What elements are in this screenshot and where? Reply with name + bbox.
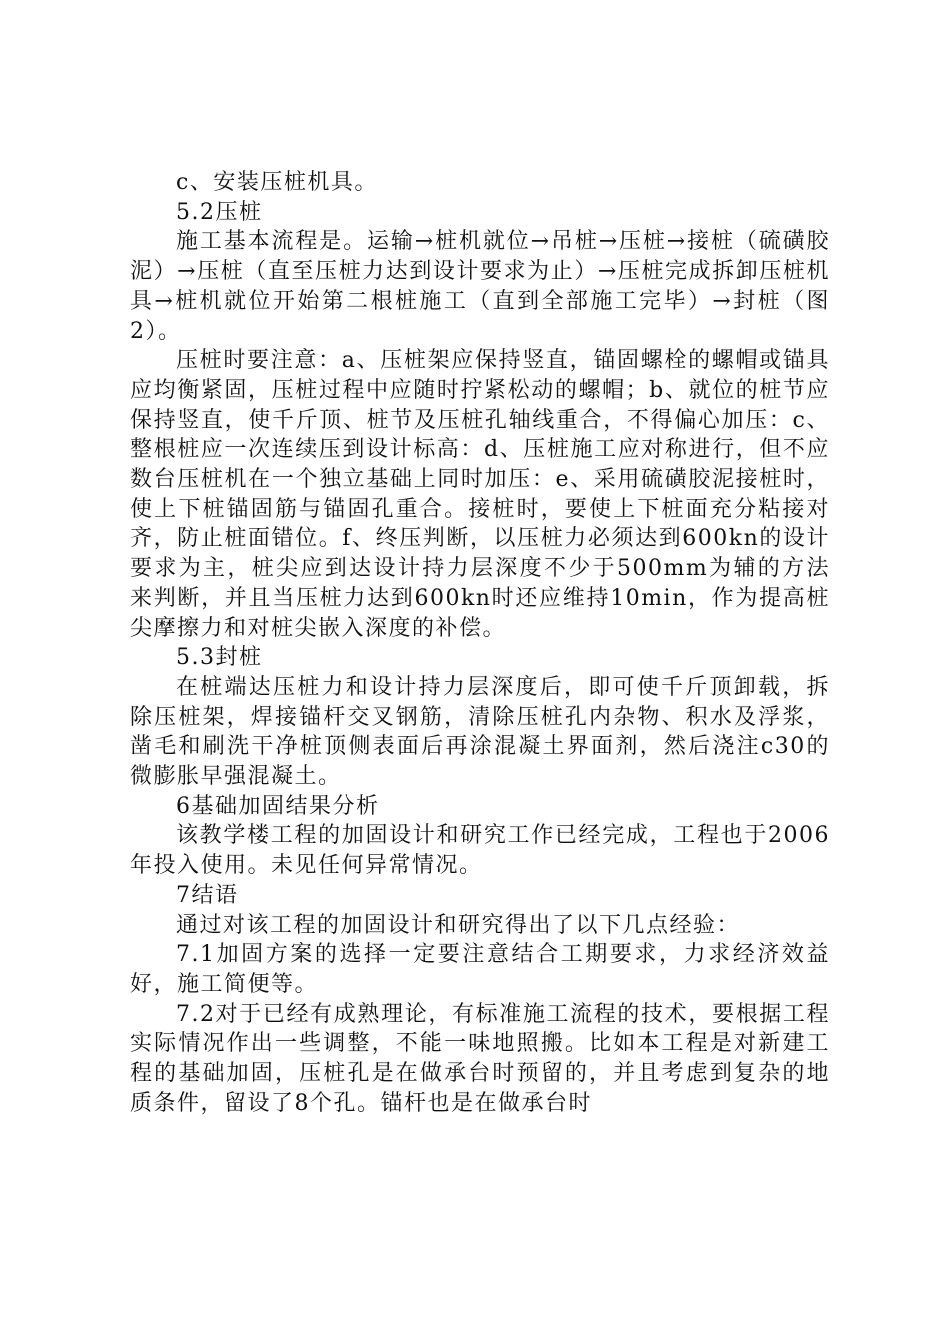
section-heading-5-3: 5.3封桩 [176, 645, 263, 671]
paragraph-install-equipment: c、安装压桩机具。 [176, 170, 378, 195]
document-body [130, 168, 830, 1119]
section-heading-7: 7结语 [176, 882, 239, 908]
section-heading-6: 6基础加固结果分析 [176, 793, 380, 819]
paragraph-conclusion-7-1: 7.1加固方案的选择一定要注意结合工期要求，力求经济效益好，施工简便等。 [130, 942, 830, 997]
paragraph-construction-flow: 施工基本流程是。运输→桩机就位→吊桩→压桩→接桩（硫磺胶泥）→压桩（直至压桩力达到设计要求为止）→压桩完成拆卸压桩机具→桩机就位开始第二根桩施工（直到全部施工完毕）→封桩（图2）。 [130, 229, 830, 344]
paragraph-conclusion-7-2: 7.2对于已经有成熟理论，有标准施工流程的技术，要根据工程实际情况作出一些调整，不能一味地照搬。比如本工程是对新建工程的基础加固，压桩孔是在做承台时预留的，并且考虑到复杂的地质条件，留设了8个孔。锚杆也是在做承台时 [130, 1001, 830, 1116]
paragraph-pile-pressing-notes: 压桩时要注意：a、压桩架应保持竖直，锚固螺栓的螺帽或锚具应均衡紧固，压桩过程中应随时拧紧松动的螺帽；b、就位的桩节应保持竖直，使千斤顶、桩节及压桩孔轴线重合，不得偏心加压：c、整根桩应一次连续压到设计标高：d、压桩施工应对称进行，但不应数台压桩机在一个独立基础上同时加压：e、采用硫磺胶泥接桩时，使上下桩锚固筋与锚固孔重合。接桩时，要使上下桩面充分粘接对齐，防止桩面错位。f、终压判断，以压桩力必须达到600kn的设计要求为主，桩尖应到达设计持力层深度不少于500mm为辅的方法来判断，并且当压桩力达到600kn时还应维持10min，作为提高桩尖摩擦力和对桩尖嵌入深度的补偿。 [130, 348, 830, 641]
paragraph-pile-sealing: 在桩端达压桩力和设计持力层深度后，即可使千斤顶卸载，拆除压桩架，焊接锚杆交叉钢筋，清除压桩孔内杂物、积水及浮浆，凿毛和刷洗干净桩顶侧表面后再涂混凝土界面剂，然后浇注c30的微膨胀早强混凝土。 [130, 674, 830, 790]
paragraph-conclusion-intro: 通过对该工程的加固设计和研究得出了以下几点经验： [176, 912, 741, 938]
paragraph-result-analysis: 该教学楼工程的加固设计和研究工作已经完成，工程也于2006年投入使用。未见任何异常情况。 [130, 823, 830, 879]
section-heading-5-2: 5.2压桩 [176, 199, 263, 225]
